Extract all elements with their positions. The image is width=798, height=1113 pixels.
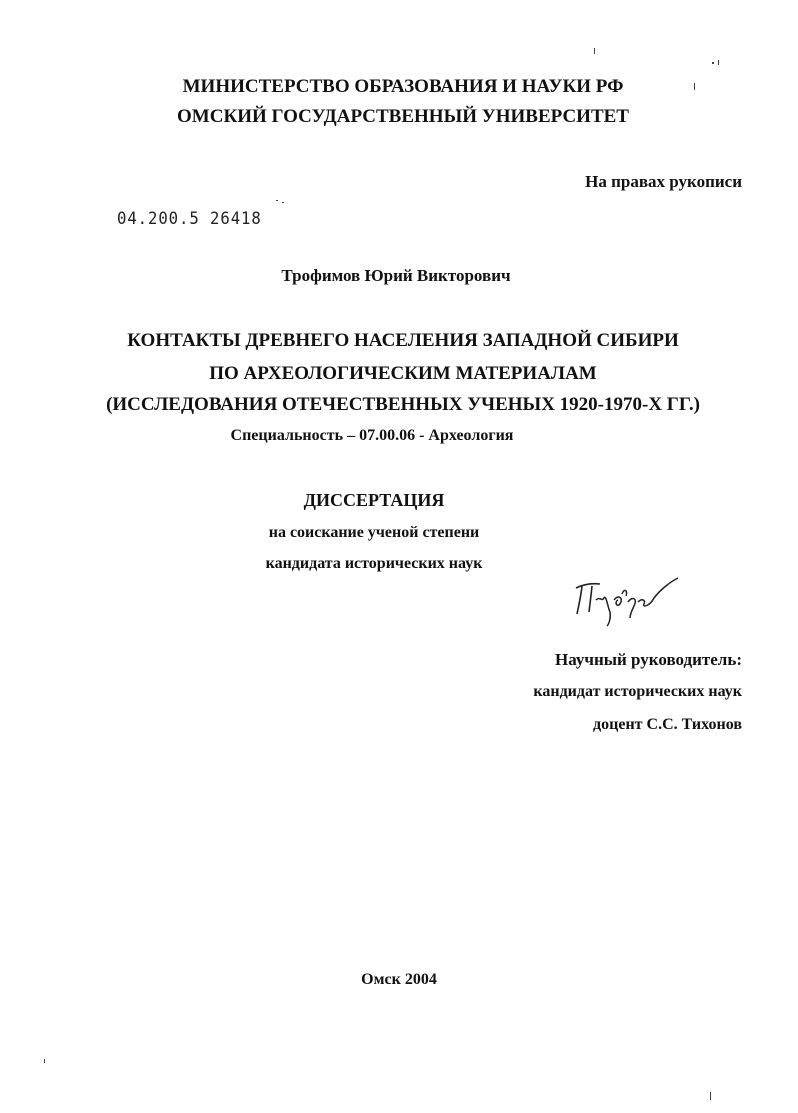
scan-speck — [712, 62, 714, 64]
author-name: Трофимов Юрий Викторович — [281, 266, 511, 285]
degree-line-2: кандидата исторических наук — [265, 555, 483, 572]
document-type: ДИССЕРТАЦИЯ — [303, 490, 445, 510]
degree-line-1: на соискание ученой степени — [268, 524, 480, 541]
scan-speck — [710, 1092, 711, 1100]
supervisor-label: Научный руководитель: — [555, 650, 742, 669]
scan-speck — [276, 200, 278, 201]
supervisor-degree: кандидат исторических наук — [533, 683, 742, 700]
supervisor-name: доцент С.С. Тихонов — [593, 716, 742, 733]
university-heading: ОМСКИЙ ГОСУДАРСТВЕННЫЙ УНИВЕРСИТЕТ — [177, 106, 629, 127]
scan-speck — [282, 202, 284, 203]
ministry-heading: МИНИСТЕРСТВО ОБРАЗОВАНИЯ И НАУКИ РФ — [182, 76, 624, 97]
thesis-title-line-1: КОНТАКТЫ ДРЕВНЕГО НАСЕЛЕНИЯ ЗАПАДНОЙ СИБИРИ — [127, 330, 679, 351]
thesis-title-line-2: ПО АРХЕОЛОГИЧЕСКИМ МАТЕРИАЛАМ — [209, 363, 597, 384]
handwritten-signature — [570, 568, 682, 630]
specialty-line: Специальность – 07.00.06 - Археология — [230, 427, 514, 444]
registration-stamp-number: 04.200.5 26418 — [117, 209, 262, 229]
scan-speck — [44, 1059, 45, 1063]
thesis-title-line-3: (ИССЛЕДОВАНИЯ ОТЕЧЕСТВЕННЫХ УЧЕНЫХ 1920-1970-Х ГГ.) — [106, 394, 700, 415]
scan-speck — [594, 48, 595, 54]
scan-speck — [694, 83, 695, 90]
manuscript-rights-note: На правах рукописи — [585, 172, 742, 191]
scan-speck — [718, 60, 719, 65]
place-and-year: Омск 2004 — [361, 971, 437, 988]
